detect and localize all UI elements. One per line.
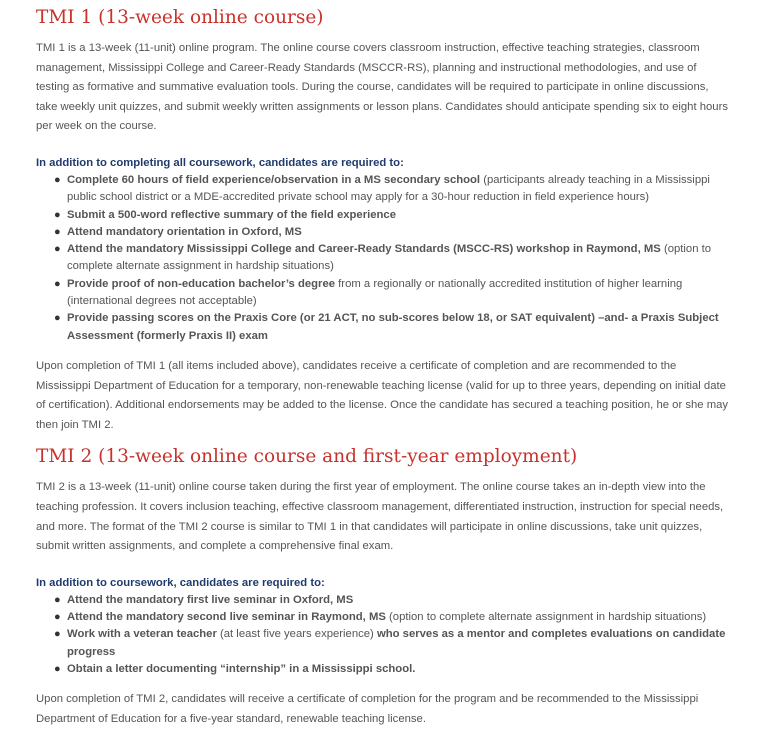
list-item [54,172,732,207]
tmi1-intro: TMI 1 is a 13-week (11-unit) online program. The online course covers classroom instruction, effective teaching strategies, classroom management, Mississippi College and Career-Ready Standards (MSCCR-RS), planning and instructional methodologies, and use of testing as formative and summative evaluation tools. During the course, candidates will be required to participate in online discussions, take weekly unit quizzes, and submit weekly written assignments or lesson plans. Candidates should anticipate spending six to eight hours per week on the course. [36,42,729,133]
bullet-icon: ● [54,662,61,675]
requirement-bold: Provide passing scores on the Praxis Core (or 21 ACT, no sub-scores below 18, or SAT equivalent) –and- a Praxis Subject Assessment (formerly Praxis II) exam [67,312,719,342]
bullet-icon: ● [54,593,61,606]
bullet-icon: ● [54,208,61,221]
bullet-icon: ● [54,610,61,623]
tmi2-intro: TMI 2 is a 13-week (11-unit) online course taken during the first year of employment. The online course takes an in-depth view into the teaching profession. It covers inclusion teaching, effective classroom management, differentiated instruction, instruction for special needs, and more. The format of the TMI 2 course is similar to TMI 1 in that candidates will participate in online discussions, take unit quizzes, submit written assignments, and complete a comprehensive final exam. [36,481,724,553]
tmi1-title: TMI 1 (13-week online course) [36,7,324,28]
tmi2-title: TMI 2 (13-week online course and first-year employment) [36,446,578,468]
requirement-detail: from a regionally or nationally accredited institution of higher learning (international degrees not acceptable) [67,277,683,308]
list-item [54,241,732,276]
list-item [54,224,732,241]
list-item [54,310,732,345]
tmi1-requirements-heading: In addition to completing all coursework, candidates are required to: [36,156,404,169]
requirement-detail: (participants already teaching in a Mississippi public school district or a MDE-accredited private school may apply for a 30-hour reduction in field experience hours) [67,173,710,204]
requirement-bold-continued: who serves as a mentor and completes evaluations on candidate progress [67,628,726,658]
list-item [54,609,732,626]
requirement-detail: (option to complete alternate assignment in hardship situations) [67,243,712,273]
requirement-bold: Attend the mandatory Mississippi College and Career-Ready Standards (MSCC-RS) workshop in Raymond, MS [67,243,661,256]
requirement-bold: Submit a 500-word reflective summary of the field experience [67,208,396,221]
requirement-bold: Provide proof of non-education bachelor’s degree [67,277,336,290]
tmi1-outro: Upon completion of TMI 1 (all items included above), candidates receive a certificate of completion and are recommended to the Mississippi Department of Education for a temporary, non-renewable teaching license (valid for up to three years, depending on initial date of certification). Additional endorsements may be added to the license. Once the candidate has secured a teaching position, he or she may then join TMI 2. [36,359,729,431]
requirement-bold: Attend mandatory orientation in Oxford, MS [67,225,302,238]
bullet-icon: ● [54,312,61,325]
bullet-icon: ● [54,628,61,641]
bullet-icon: ● [54,225,61,238]
tmi1-section [36,6,732,435]
bullet-icon: ● [54,243,61,256]
list-item [54,661,732,678]
requirement-bold: Obtain a letter documenting “internship” in a Mississippi school. [67,662,416,675]
tmi2-section [36,445,732,729]
requirement-detail: (option to complete alternate assignment in hardship situations) [385,610,707,623]
requirement-bold: Work with a veteran teacher [67,628,217,641]
tmi1-requirements-list [36,172,732,345]
list-item [54,276,732,311]
bullet-icon: ● [54,277,61,290]
requirement-bold: Attend the mandatory first live seminar in Oxford, MS [67,593,354,606]
list-item [54,626,732,661]
requirement-bold: Complete 60 hours of field experience/observation in a MS secondary school [67,173,481,186]
list-item [54,207,732,224]
requirement-bold: Attend the mandatory second live seminar in Raymond, MS [67,610,386,623]
tmi2-outro: Upon completion of TMI 2, candidates will receive a certificate of completion for the program and be recommended to the Mississippi Department of Education for a five-year standard, renewable teaching license. [36,693,699,725]
requirement-detail: (at least five years experience) [216,628,377,641]
bullet-icon: ● [54,173,61,186]
list-item [54,592,732,609]
tmi2-requirements-heading: In addition to coursework, candidates are required to: [36,576,325,589]
